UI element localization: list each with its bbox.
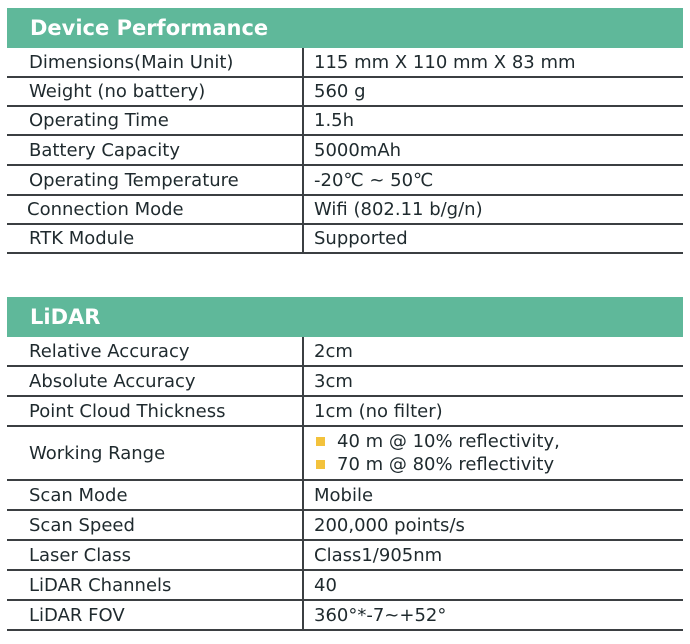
- row-value: -20℃ ~ 50℃: [314, 169, 434, 191]
- table-row: [7, 136, 683, 166]
- row-value: 560 g: [314, 81, 366, 102]
- square-bullet-icon: [316, 460, 325, 469]
- row-label: Operating Temperature: [7, 166, 304, 194]
- row-label: Operating Time: [7, 107, 304, 134]
- table-row: [7, 107, 683, 136]
- row-value: 360°*-7~+52°: [314, 604, 447, 626]
- device-performance-table: [7, 8, 683, 254]
- row-label: Absolute Accuracy: [7, 367, 304, 395]
- table-row: [7, 541, 683, 571]
- list-item: [314, 431, 560, 452]
- row-label: RTK Module: [7, 225, 304, 252]
- row-value: 115 mm X 110 mm X 83 mm: [314, 51, 576, 73]
- lidar-table: [7, 297, 683, 631]
- table-row: [7, 481, 683, 511]
- row-value: 200,000 points/s: [314, 514, 465, 536]
- table-row: [7, 571, 683, 601]
- bullet-list: [314, 431, 560, 475]
- row-label: Dimensions(Main Unit): [7, 48, 304, 76]
- row-value: 1cm (no filter): [314, 400, 443, 422]
- row-label: Scan Mode: [7, 481, 304, 509]
- table-row: [7, 511, 683, 541]
- row-label: Battery Capacity: [7, 136, 304, 164]
- table-row: [7, 196, 683, 225]
- row-label: Relative Accuracy: [7, 337, 304, 365]
- row-label: LiDAR FOV: [7, 601, 304, 629]
- bullet-text: 70 m @ 80% reflectivity: [337, 454, 555, 475]
- table-row: [7, 337, 683, 367]
- table-row: [7, 427, 683, 481]
- square-bullet-icon: [316, 437, 325, 446]
- row-label: Laser Class: [7, 541, 304, 569]
- device-performance-header: Device Performance: [7, 8, 683, 48]
- row-value: Mobile: [314, 484, 374, 506]
- table-row: [7, 78, 683, 107]
- table-row: [7, 367, 683, 397]
- row-value: Supported: [314, 228, 408, 249]
- row-label: Weight (no battery): [7, 78, 304, 105]
- row-value-bullets: [304, 427, 683, 479]
- row-value: 40: [314, 574, 337, 596]
- table-row: [7, 225, 683, 254]
- row-value: 5000mAh: [314, 139, 402, 161]
- row-value: Class1/905nm: [314, 544, 443, 566]
- row-value: 2cm: [314, 340, 353, 362]
- lidar-header: LiDAR: [7, 297, 683, 337]
- row-label: Connection Mode: [7, 196, 304, 223]
- table-row: [7, 166, 683, 196]
- row-value: 3cm: [314, 370, 353, 392]
- table-row: [7, 48, 683, 78]
- row-label: Point Cloud Thickness: [7, 397, 304, 425]
- row-label: LiDAR Channels: [7, 571, 304, 599]
- list-item: [314, 454, 560, 475]
- row-label: Scan Speed: [7, 511, 304, 539]
- table-row: [7, 601, 683, 631]
- bullet-text: 40 m @ 10% reflectivity,: [337, 431, 560, 452]
- table-row: [7, 397, 683, 427]
- row-label: Working Range: [7, 427, 304, 479]
- row-value: Wifi (802.11 b/g/n): [314, 199, 483, 220]
- row-value: 1.5h: [314, 110, 355, 131]
